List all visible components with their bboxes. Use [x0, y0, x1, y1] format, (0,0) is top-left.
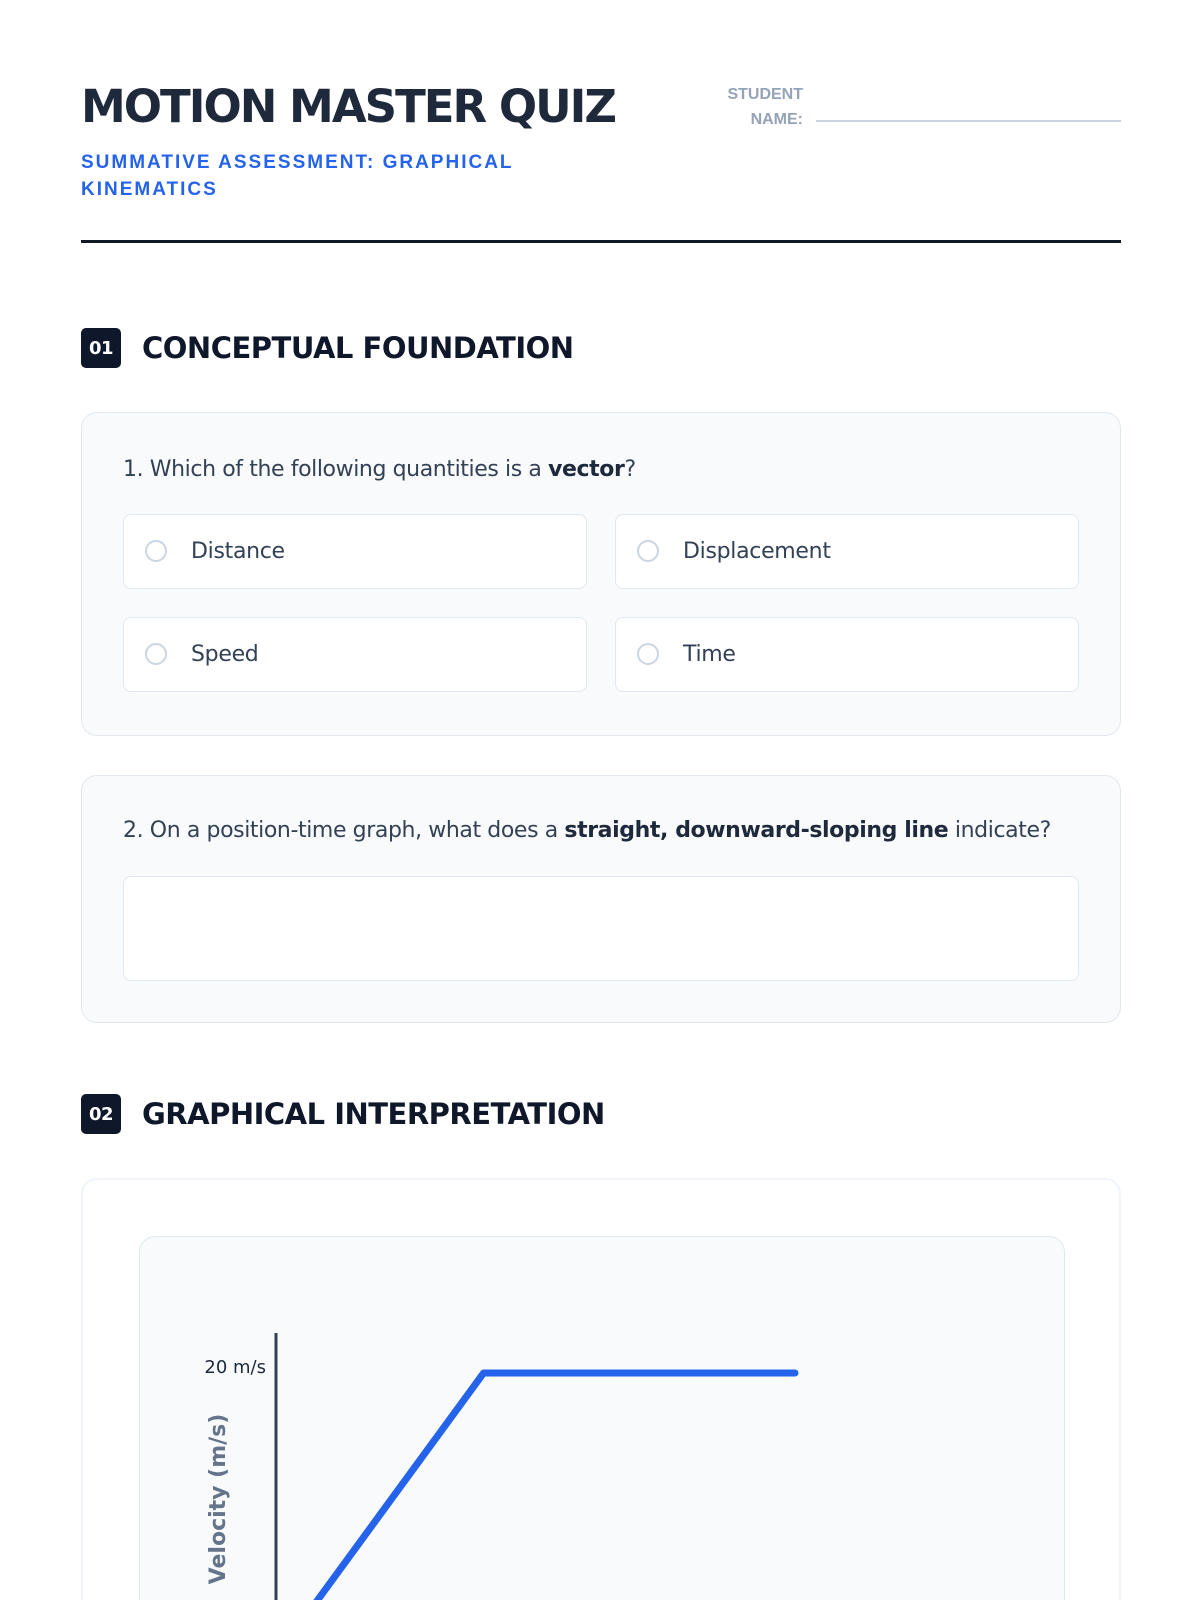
graph-question-card	[81, 1178, 1121, 1600]
student-name-label: STUDENT NAME:	[727, 86, 803, 128]
option-distance[interactable]	[123, 514, 587, 589]
quiz-title: MOTION MASTER QUIZ	[81, 80, 615, 133]
question-1-text	[123, 457, 636, 482]
option-time[interactable]	[615, 617, 1079, 692]
option-label: Distance	[191, 539, 285, 564]
radio-button[interactable]	[145, 643, 167, 665]
question-1-emphasis: vector	[548, 457, 625, 482]
quiz-header	[81, 80, 1121, 243]
question-2-emphasis: straight, downward-sloping line	[564, 818, 949, 843]
option-displacement[interactable]	[615, 514, 1079, 589]
section-number-badge: 01	[81, 328, 121, 368]
section-title: GRAPHICAL INTERPRETATION	[142, 1097, 605, 1131]
option-label: Time	[683, 642, 736, 667]
section-heading-graphical	[81, 1094, 605, 1134]
question-2-card	[81, 775, 1121, 1023]
velocity-series-line	[276, 1373, 795, 1600]
question-2-prefix: 2. On a position-time graph, what does a	[123, 818, 565, 843]
question-1-suffix: ?	[624, 457, 636, 482]
section-title: CONCEPTUAL FOUNDATION	[142, 331, 574, 365]
radio-button[interactable]	[637, 643, 659, 665]
section-number-badge: 02	[81, 1094, 121, 1134]
question-2-answer-input[interactable]	[123, 876, 1079, 981]
velocity-time-graph	[139, 1236, 1065, 1600]
quiz-subtitle: SUMMATIVE ASSESSMENT: GRAPHICAL KINEMATICS	[81, 152, 514, 200]
question-2-suffix: indicate?	[948, 818, 1051, 843]
question-1-card	[81, 412, 1121, 736]
student-name-input-line[interactable]	[816, 120, 1121, 122]
velocity-time-chart	[140, 1237, 1065, 1600]
question-2-text	[123, 818, 1051, 843]
question-1-prefix: 1. Which of the following quantities is a	[123, 457, 549, 482]
option-label: Speed	[191, 642, 259, 667]
student-name-field[interactable]	[721, 82, 1121, 132]
option-speed[interactable]	[123, 617, 587, 692]
y-tick-label: 20 m/s	[204, 1357, 266, 1378]
y-axis-label: Velocity (m/s)	[206, 1413, 231, 1585]
radio-button[interactable]	[637, 540, 659, 562]
radio-button[interactable]	[145, 540, 167, 562]
section-heading-conceptual	[81, 328, 574, 368]
option-label: Displacement	[683, 539, 831, 564]
